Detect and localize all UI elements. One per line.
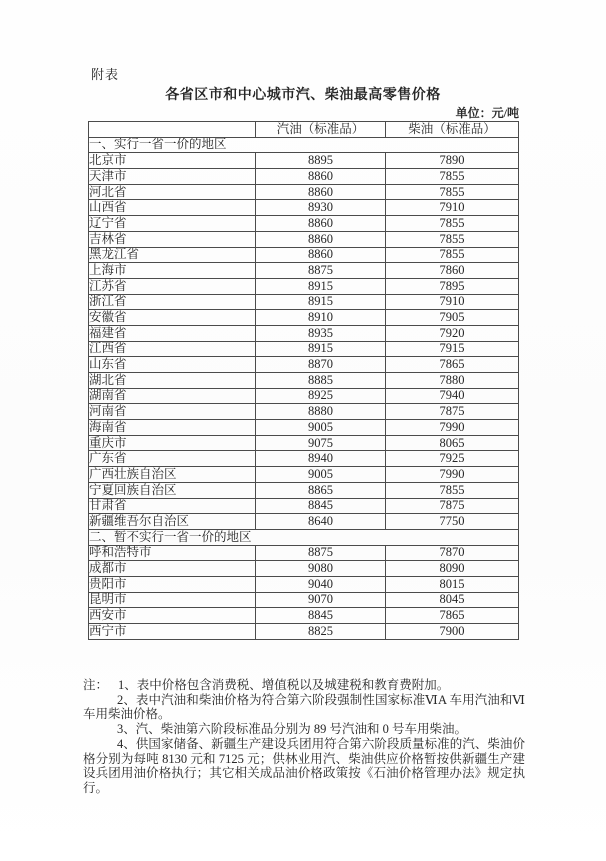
- gasoline-column-header: 汽油（标准品）: [256, 122, 386, 138]
- table-row: [89, 200, 519, 216]
- table-row: [89, 624, 519, 640]
- table-row: [89, 341, 519, 357]
- diesel-price-cell: 7915: [386, 341, 519, 357]
- region-cell: 湖南省: [89, 388, 256, 404]
- diesel-price-cell: 7750: [386, 514, 519, 530]
- table-row: [89, 420, 519, 436]
- gasoline-price-cell: 8935: [256, 325, 386, 341]
- region-cell: 山西省: [89, 200, 256, 216]
- gasoline-price-cell: 8865: [256, 482, 386, 498]
- region-cell: 广西壮族自治区: [89, 467, 256, 483]
- note-line-4: 4、供国家储备、新疆生产建设兵团用符合第六阶段质量标准的汽、柴油价格分别为每吨 8130 元和 7125 元；供林业用汽、柴油供应价格暂按供新疆生产建设兵团用油价格执行；其它相关成品油价格政策按《石油价格管理办法》规定执行。: [83, 736, 525, 795]
- diesel-price-cell: 7875: [386, 498, 519, 514]
- region-cell: 昆明市: [89, 592, 256, 608]
- gasoline-price-cell: 8875: [256, 263, 386, 279]
- gasoline-price-cell: 8875: [256, 545, 386, 561]
- table-row: [89, 498, 519, 514]
- diesel-price-cell: 7855: [386, 247, 519, 263]
- diesel-price-cell: 7860: [386, 263, 519, 279]
- diesel-price-cell: 7990: [386, 467, 519, 483]
- table-row: [89, 592, 519, 608]
- region-cell: 安徽省: [89, 310, 256, 326]
- diesel-price-cell: 7880: [386, 373, 519, 389]
- region-cell: 江西省: [89, 341, 256, 357]
- region-cell: 福建省: [89, 325, 256, 341]
- table-row: [89, 545, 519, 561]
- region-cell: 成都市: [89, 561, 256, 577]
- gasoline-price-cell: 9005: [256, 467, 386, 483]
- table-row: [89, 357, 519, 373]
- gasoline-price-cell: 8915: [256, 278, 386, 294]
- price-table: [88, 121, 519, 640]
- gasoline-price-cell: 9040: [256, 576, 386, 592]
- table-row: [89, 310, 519, 326]
- gasoline-price-cell: 8860: [256, 216, 386, 232]
- gasoline-price-cell: 8940: [256, 451, 386, 467]
- diesel-price-cell: 7900: [386, 624, 519, 640]
- region-cell: 吉林省: [89, 231, 256, 247]
- table-row: [89, 247, 519, 263]
- region-cell: 北京市: [89, 153, 256, 169]
- region-cell: 贵阳市: [89, 576, 256, 592]
- table-row: [89, 263, 519, 279]
- diesel-price-cell: 7925: [386, 451, 519, 467]
- table-row: [89, 294, 519, 310]
- diesel-column-header: 柴油（标准品）: [386, 122, 519, 138]
- diesel-price-cell: 8090: [386, 561, 519, 577]
- table-row: [89, 278, 519, 294]
- diesel-price-cell: 7855: [386, 231, 519, 247]
- section-header-row: [89, 137, 519, 153]
- note-line-1: [83, 678, 525, 693]
- diesel-price-cell: 7895: [386, 278, 519, 294]
- table-header-row: [89, 122, 519, 138]
- table-row: [89, 231, 519, 247]
- region-cell: 湖北省: [89, 373, 256, 389]
- table-row: [89, 514, 519, 530]
- region-cell: 海南省: [89, 420, 256, 436]
- table-row: [89, 608, 519, 624]
- gasoline-price-cell: 8860: [256, 184, 386, 200]
- section-title: 二、暂不实行一省一价的地区: [89, 529, 519, 545]
- table-row: [89, 388, 519, 404]
- diesel-price-cell: 7855: [386, 184, 519, 200]
- region-cell: 浙江省: [89, 294, 256, 310]
- gasoline-price-cell: 8915: [256, 341, 386, 357]
- region-cell: 江苏省: [89, 278, 256, 294]
- note-1-text: 1、表中价格包含消费税、增值税以及城建税和教育费附加。: [118, 678, 450, 692]
- gasoline-price-cell: 8930: [256, 200, 386, 216]
- table-row: [89, 561, 519, 577]
- gasoline-price-cell: 8925: [256, 388, 386, 404]
- table-row: [89, 169, 519, 185]
- region-cell: 河南省: [89, 404, 256, 420]
- table-row: [89, 467, 519, 483]
- region-cell: 宁夏回族自治区: [89, 482, 256, 498]
- diesel-price-cell: 7855: [386, 482, 519, 498]
- region-cell: 西宁市: [89, 624, 256, 640]
- table-row: [89, 482, 519, 498]
- section-title: 一、实行一省一价的地区: [89, 137, 519, 153]
- region-cell: 河北省: [89, 184, 256, 200]
- note-line-3: 3、汽、柴油第六阶段标准品分别为 89 号汽油和 0 号车用柴油。: [117, 722, 468, 737]
- table-row: [89, 373, 519, 389]
- table-row: [89, 576, 519, 592]
- gasoline-price-cell: 8640: [256, 514, 386, 530]
- diesel-price-cell: 7920: [386, 325, 519, 341]
- diesel-price-cell: 7875: [386, 404, 519, 420]
- diesel-price-cell: 7855: [386, 216, 519, 232]
- diesel-price-cell: 7855: [386, 169, 519, 185]
- diesel-price-cell: 7910: [386, 200, 519, 216]
- region-cell: 天津市: [89, 169, 256, 185]
- region-cell: 新疆维吾尔自治区: [89, 514, 256, 530]
- table-row: [89, 404, 519, 420]
- region-cell: 辽宁省: [89, 216, 256, 232]
- table-row: [89, 153, 519, 169]
- gasoline-price-cell: 8845: [256, 498, 386, 514]
- unit-label: 单位：元/吨: [455, 106, 519, 120]
- region-cell: 西安市: [89, 608, 256, 624]
- appendix-label: 附表: [91, 67, 120, 82]
- table-row: [89, 325, 519, 341]
- gasoline-price-cell: 9075: [256, 435, 386, 451]
- notes-label: 注：: [83, 678, 109, 692]
- diesel-price-cell: 8015: [386, 576, 519, 592]
- notes-section: [83, 678, 525, 796]
- table-row: [89, 184, 519, 200]
- diesel-price-cell: 7910: [386, 294, 519, 310]
- region-cell: 黑龙江省: [89, 247, 256, 263]
- price-table-body: [89, 137, 519, 639]
- gasoline-price-cell: 8860: [256, 231, 386, 247]
- gasoline-price-cell: 8860: [256, 169, 386, 185]
- gasoline-price-cell: 8825: [256, 624, 386, 640]
- diesel-price-cell: 7865: [386, 357, 519, 373]
- section-header-row: [89, 529, 519, 545]
- table-row: [89, 216, 519, 232]
- note-line-2: 2、表中汽油和柴油价格为符合第六阶段强制性国家标准ⅥA 车用汽油和Ⅵ车用柴油价格。: [83, 692, 525, 722]
- page-title: 各省区市和中心城市汽、柴油最高零售价格: [165, 86, 441, 102]
- gasoline-price-cell: 8880: [256, 404, 386, 420]
- gasoline-price-cell: 8915: [256, 294, 386, 310]
- table-row: [89, 435, 519, 451]
- diesel-price-cell: 7940: [386, 388, 519, 404]
- region-cell: 上海市: [89, 263, 256, 279]
- region-cell: 广东省: [89, 451, 256, 467]
- region-cell: 呼和浩特市: [89, 545, 256, 561]
- gasoline-price-cell: 8860: [256, 247, 386, 263]
- gasoline-price-cell: 8845: [256, 608, 386, 624]
- diesel-price-cell: 7890: [386, 153, 519, 169]
- table-row: [89, 451, 519, 467]
- diesel-price-cell: 8065: [386, 435, 519, 451]
- gasoline-price-cell: 8910: [256, 310, 386, 326]
- gasoline-price-cell: 9005: [256, 420, 386, 436]
- gasoline-price-cell: 8885: [256, 373, 386, 389]
- diesel-price-cell: 7865: [386, 608, 519, 624]
- gasoline-price-cell: 8895: [256, 153, 386, 169]
- gasoline-price-cell: 9080: [256, 561, 386, 577]
- diesel-price-cell: 7990: [386, 420, 519, 436]
- region-cell: 山东省: [89, 357, 256, 373]
- diesel-price-cell: 7870: [386, 545, 519, 561]
- gasoline-price-cell: 8870: [256, 357, 386, 373]
- region-cell: 重庆市: [89, 435, 256, 451]
- region-cell: 甘肃省: [89, 498, 256, 514]
- region-column-header: [89, 122, 256, 138]
- diesel-price-cell: 8045: [386, 592, 519, 608]
- gasoline-price-cell: 9070: [256, 592, 386, 608]
- diesel-price-cell: 7905: [386, 310, 519, 326]
